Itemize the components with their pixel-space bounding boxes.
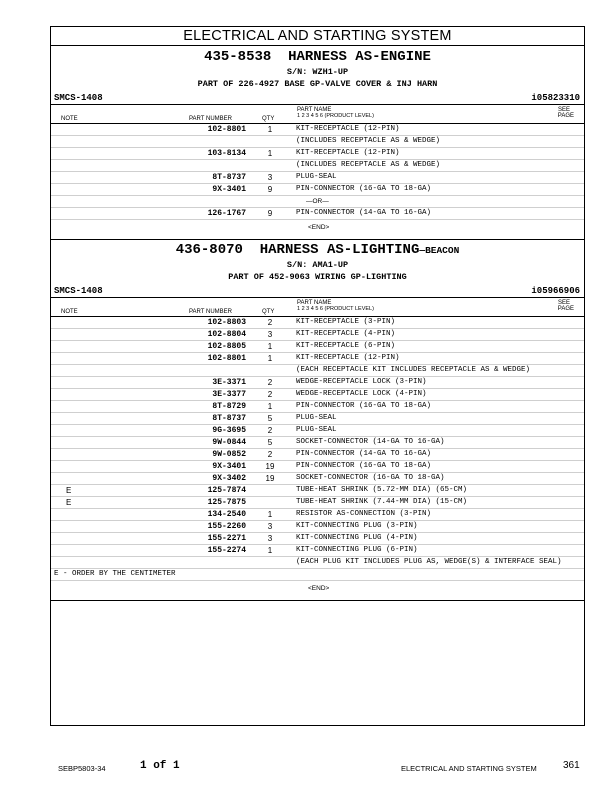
col-product-level: 1 2 3 4 5 6 (PRODUCT LEVEL) — [297, 113, 374, 119]
col-part-number: PART NUMBER — [189, 116, 233, 122]
row-qty: 1 — [267, 546, 273, 555]
page-footer — [50, 760, 585, 774]
row-part-number: 9W-0844 — [212, 438, 246, 447]
row-note: E — [66, 486, 72, 495]
col-see: SEE — [557, 300, 570, 306]
section-title-text: HARNESS AS-ENGINE — [288, 49, 431, 65]
col-page: PAGE — [557, 113, 574, 119]
parts-section — [51, 239, 584, 600]
row-part-number: 102-8801 — [207, 125, 246, 134]
row-part-name: PIN-CONNECTOR (14-GA TO 16-GA) — [296, 209, 432, 217]
table-row — [51, 401, 584, 413]
table-row — [51, 437, 584, 449]
row-part-number: 102-8805 — [207, 342, 246, 351]
table-row — [51, 184, 584, 196]
footnote: E - ORDER BY THE CENTIMETER — [51, 569, 584, 581]
row-qty: 5 — [267, 414, 273, 423]
table-row — [51, 329, 584, 341]
col-note: NOTE — [61, 116, 78, 122]
row-part-name: KIT-RECEPTACLE (12-PIN) — [296, 354, 400, 362]
row-part-number: 155-2274 — [207, 546, 246, 555]
section-title-text: HARNESS AS-LIGHTING — [259, 242, 420, 258]
section-subtitle: —BEACON — [419, 245, 460, 256]
footer-page-of: 1 of 1 — [140, 760, 180, 772]
section-part-number: 435-8538 — [204, 49, 272, 65]
table-row — [51, 208, 584, 220]
footer-system: ELECTRICAL AND STARTING SYSTEM — [401, 764, 537, 773]
row-part-number: 103-8134 — [207, 149, 246, 158]
row-part-number: 125-7875 — [207, 498, 246, 507]
row-part-name: TUBE-HEAT SHRINK (7.44-MM DIA) (15-CM) — [296, 498, 468, 506]
table-row — [51, 160, 584, 172]
row-qty: 1 — [267, 342, 273, 351]
row-note: E — [66, 498, 72, 507]
row-part-name: KIT-RECEPTACLE (6-PIN) — [296, 342, 396, 350]
row-part-name: RESISTOR AS-CONNECTION (3-PIN) — [296, 510, 432, 518]
end-marker: <END> — [308, 224, 330, 231]
row-part-name: WEDGE-RECEPTACLE LOCK (3-PIN) — [296, 378, 427, 386]
row-part-name: PLUG-SEAL — [296, 173, 337, 181]
row-part-name: PLUG-SEAL — [296, 426, 337, 434]
part-of: PART OF 226-4927 BASE GP-VALVE COVER & INJ HARN — [197, 79, 438, 89]
row-part-number: 102-8801 — [207, 354, 246, 363]
row-part-number: 9G-3695 — [212, 426, 246, 435]
row-part-name: PIN-CONNECTOR (16-GA TO 18-GA) — [296, 462, 432, 470]
col-qty: QTY — [262, 116, 275, 122]
section-header — [51, 49, 584, 90]
row-part-number: 9W-0852 — [212, 450, 246, 459]
table-row — [51, 533, 584, 545]
col-qty: QTY — [262, 309, 275, 315]
parts-section — [51, 46, 584, 239]
col-part-number: PART NUMBER — [189, 309, 233, 315]
row-qty: 9 — [267, 185, 273, 194]
row-part-number: 8T-8737 — [212, 173, 246, 182]
table-row — [51, 196, 584, 208]
part-of: PART OF 452-9063 WIRING GP-LIGHTING — [228, 272, 407, 282]
row-part-name: TUBE-HEAT SHRINK (5.72-MM DIA) (65-CM) — [296, 486, 468, 494]
row-part-name: KIT-CONNECTING PLUG (3-PIN) — [296, 522, 418, 530]
row-part-name: PIN-CONNECTOR (16-GA TO 18-GA) — [296, 402, 432, 410]
smcs-code: SMCS-1408 — [54, 93, 103, 103]
row-part-number: 155-2260 — [207, 522, 246, 531]
col-see: SEE — [557, 107, 570, 113]
smcs-row — [51, 285, 584, 297]
section-divider — [51, 600, 584, 601]
row-part-number: 125-7874 — [207, 486, 246, 495]
row-part-number: 155-2271 — [207, 534, 246, 543]
row-qty: 3 — [267, 173, 273, 182]
table-row — [51, 353, 584, 365]
table-row — [51, 365, 584, 377]
table-row — [51, 497, 584, 509]
sections-container — [51, 46, 584, 601]
row-part-number: 9X-3402 — [212, 474, 246, 483]
col-part-name: PART NAME — [297, 300, 332, 306]
row-part-name: (INCLUDES RECEPTACLE AS & WEDGE) — [296, 137, 441, 145]
table-row — [51, 389, 584, 401]
row-part-name: KIT-RECEPTACLE (12-PIN) — [296, 149, 400, 157]
end-marker: <END> — [308, 585, 330, 592]
row-part-name: WEDGE-RECEPTACLE LOCK (4-PIN) — [296, 390, 427, 398]
row-part-number: 8T-8729 — [212, 402, 246, 411]
table-row — [51, 425, 584, 437]
row-part-name: PIN-CONNECTOR (16-GA TO 18-GA) — [296, 185, 432, 193]
row-part-name: SOCKET-CONNECTOR (16-GA TO 18-GA) — [296, 474, 445, 482]
row-qty: 2 — [267, 378, 273, 387]
col-part-name: PART NAME — [297, 107, 332, 113]
row-part-name: PIN-CONNECTOR (14-GA TO 16-GA) — [296, 450, 432, 458]
row-part-name: (INCLUDES RECEPTACLE AS & WEDGE) — [296, 161, 441, 169]
page-frame — [50, 26, 585, 726]
col-note: NOTE — [61, 309, 78, 315]
end-marker-row — [51, 581, 584, 600]
row-qty: 3 — [267, 534, 273, 543]
section-title — [51, 49, 584, 66]
row-qty: 3 — [267, 330, 273, 339]
row-part-number: 3E-3371 — [212, 378, 246, 387]
row-qty: 1 — [267, 125, 273, 134]
page-title: ELECTRICAL AND STARTING SYSTEM — [51, 27, 584, 46]
row-qty: 2 — [267, 450, 273, 459]
table-row — [51, 449, 584, 461]
section-part-number: 436-8070 — [175, 242, 243, 258]
row-part-name: (EACH RECEPTACLE KIT INCLUDES RECEPTACLE AS & WEDGE) — [296, 366, 531, 374]
serial-number: S/N: WZH1-UP — [286, 67, 349, 77]
end-marker-row — [51, 220, 584, 239]
row-part-name: (EACH PLUG KIT INCLUDES PLUG AS, WEDGE(S) & INTERFACE SEAL) — [296, 558, 562, 566]
table-row — [51, 473, 584, 485]
table-row — [51, 485, 584, 497]
row-qty: 1 — [267, 402, 273, 411]
row-qty: 1 — [267, 354, 273, 363]
row-qty: 2 — [267, 318, 273, 327]
row-qty: 5 — [267, 438, 273, 447]
row-part-number: 3E-3377 — [212, 390, 246, 399]
row-part-number: 134-2540 — [207, 510, 246, 519]
row-part-name: KIT-RECEPTACLE (3-PIN) — [296, 318, 396, 326]
section-header — [51, 242, 584, 283]
smcs-row — [51, 92, 584, 104]
table-row — [51, 317, 584, 329]
row-qty: 2 — [267, 426, 273, 435]
row-part-name: KIT-RECEPTACLE (12-PIN) — [296, 125, 400, 133]
row-qty: 19 — [265, 462, 275, 471]
row-qty: 1 — [267, 149, 273, 158]
column-header — [51, 297, 584, 317]
row-part-name: KIT-RECEPTACLE (4-PIN) — [296, 330, 396, 338]
row-qty: 1 — [267, 510, 273, 519]
row-part-number: 9X-3401 — [212, 185, 246, 194]
row-part-name: —OR— — [306, 198, 329, 205]
smcs-code: SMCS-1408 — [54, 286, 103, 296]
table-row — [51, 148, 584, 160]
row-qty: 9 — [267, 209, 273, 218]
table-row — [51, 341, 584, 353]
col-page: PAGE — [557, 306, 574, 312]
row-part-number: 9X-3401 — [212, 462, 246, 471]
serial-number: S/N: AMA1-UP — [286, 260, 349, 270]
table-row — [51, 172, 584, 184]
table-row — [51, 124, 584, 136]
row-part-name: KIT-CONNECTING PLUG (4-PIN) — [296, 534, 418, 542]
row-qty: 2 — [267, 390, 273, 399]
col-product-level: 1 2 3 4 5 6 (PRODUCT LEVEL) — [297, 306, 374, 312]
table-row — [51, 557, 584, 569]
row-part-name: KIT-CONNECTING PLUG (6-PIN) — [296, 546, 418, 554]
table-row — [51, 136, 584, 148]
table-row — [51, 377, 584, 389]
illustration-id: i05966906 — [531, 286, 580, 296]
table-row — [51, 509, 584, 521]
illustration-id: i05823310 — [531, 93, 580, 103]
column-header — [51, 104, 584, 124]
row-qty: 3 — [267, 522, 273, 531]
footer-doc-id: SEBP5803-34 — [58, 764, 106, 773]
footer-page-number: 361 — [563, 760, 580, 771]
row-part-name: SOCKET-CONNECTOR (14-GA TO 16-GA) — [296, 438, 445, 446]
row-part-name: PLUG-SEAL — [296, 414, 337, 422]
row-part-number: 102-8804 — [207, 330, 246, 339]
table-row — [51, 461, 584, 473]
row-qty: 19 — [265, 474, 275, 483]
table-row — [51, 545, 584, 557]
row-part-number: 102-8803 — [207, 318, 246, 327]
row-part-number: 126-1767 — [207, 209, 246, 218]
section-title — [51, 242, 584, 259]
table-row — [51, 413, 584, 425]
table-row — [51, 521, 584, 533]
row-part-number: 8T-8737 — [212, 414, 246, 423]
